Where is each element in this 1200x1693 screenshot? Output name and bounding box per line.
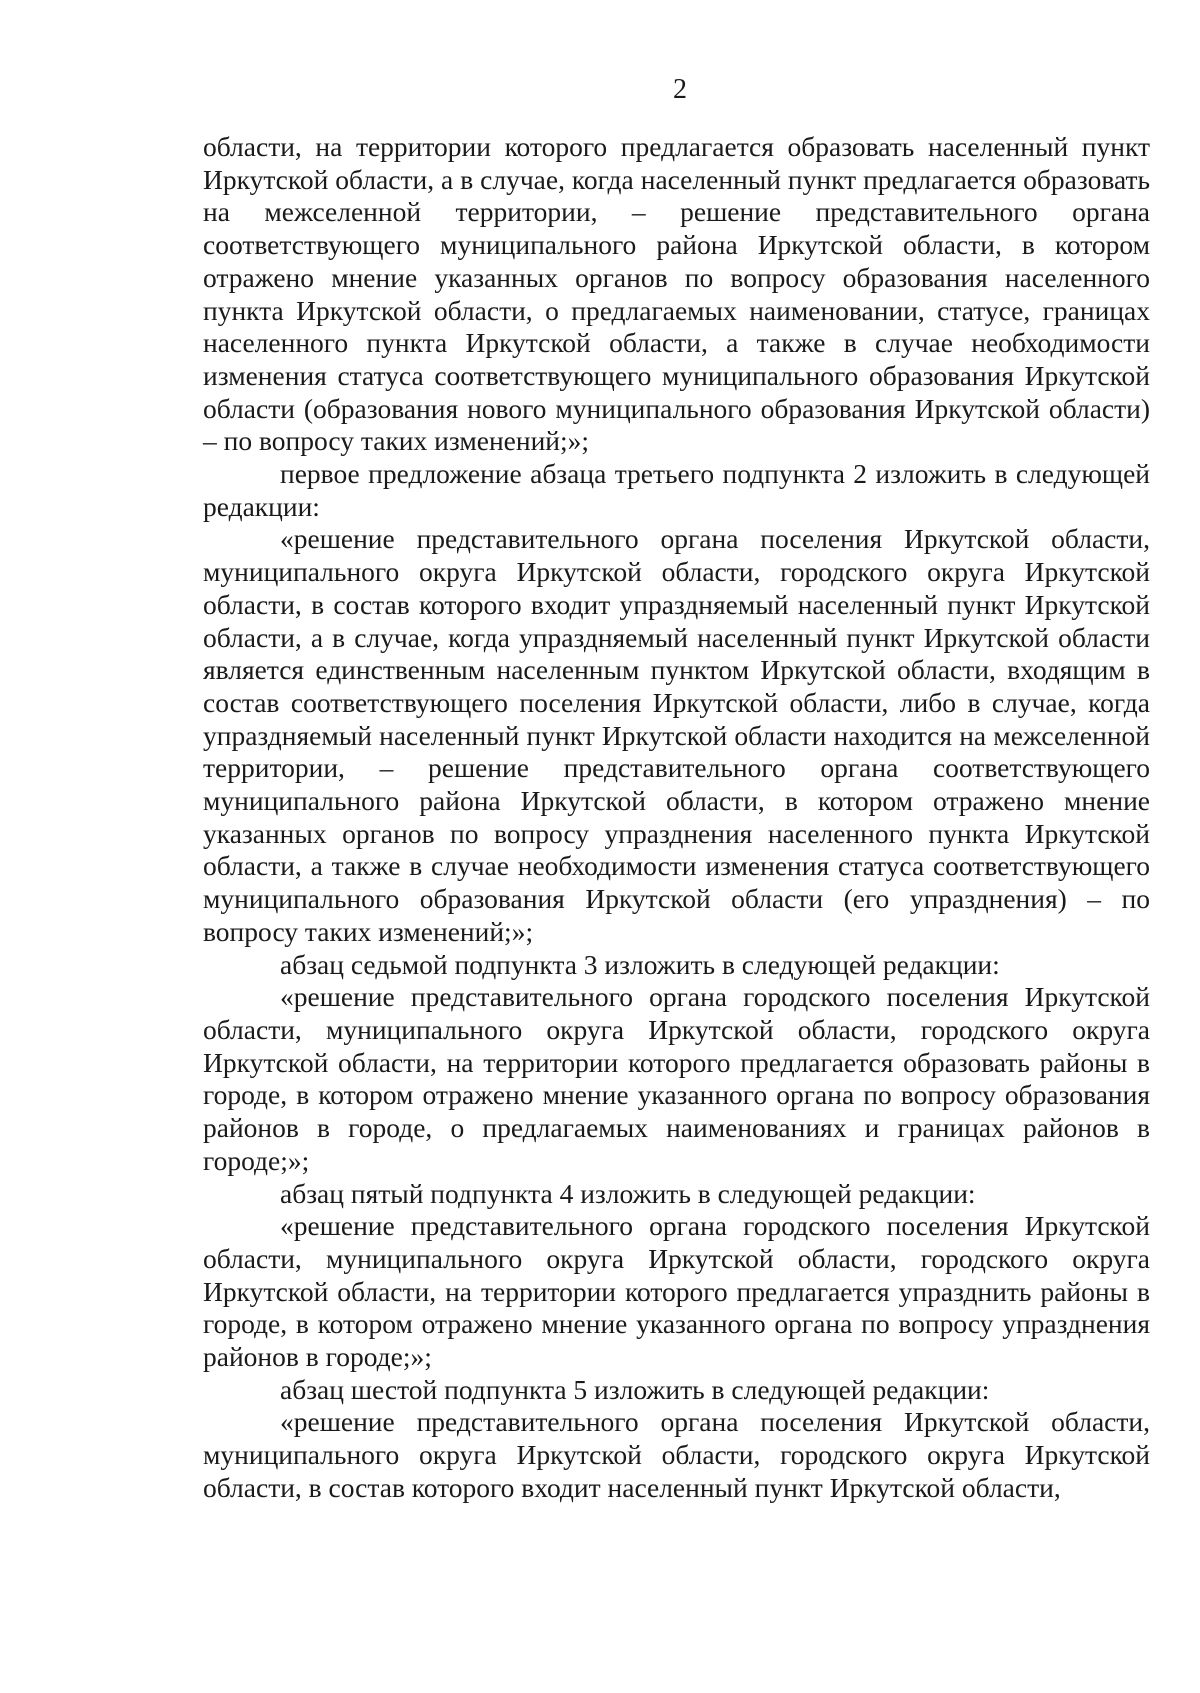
paragraph-instruction-subitem-2: первое предложение абзаца третьего подпункта 2 изложить в следующей редакции: [203, 458, 1150, 522]
page-number: 2 [673, 74, 687, 105]
paragraph-continuation: области, на территории которого предлагается образовать населенный пункт Иркутской области, а в случае, когда населенный пункт предлагается образовать на межселенной территории, – решение представительного органа соответствующего муниципального района Иркутской области, в котором отражено мнение указанных органов по вопросу образования населенного пункта Иркутской области, о предлагаемых наименовании, статусе, границах населенного пункта Иркутской области, а также в случае необходимости изменения статуса соответствующего муниципального образования Иркутской области (образования нового муниципального образования Иркутской области) – по вопросу таких изменений;»; [203, 131, 1150, 457]
document-body [203, 131, 1150, 1505]
paragraph-quote-subitem-3: «решение представительного органа городского поселения Иркутской области, муниципального округа Иркутской области, городского округа Иркутской области, на территории которого предлагается образовать районы в городе, в котором отражено мнение указанного органа по вопросу образования районов в городе, о предлагаемых наименованиях и границах районов в городе;»; [203, 981, 1150, 1176]
paragraph-quote-subitem-4: «решение представительного органа городского поселения Иркутской области, муниципального округа Иркутской области, городского округа Иркутской области, на территории которого предлагается упразднить районы в городе, в котором отражено мнение указанного органа по вопросу упразднения районов в городе;»; [203, 1210, 1150, 1373]
paragraph-instruction-subitem-3: абзац седьмой подпункта 3 изложить в следующей редакции: [280, 948, 1000, 980]
paragraph-quote-subitem-5: «решение представительного органа поселения Иркутской области, муниципального округа Иркутской области, городского округа Иркутской области, в состав которого входит населенный пункт Иркутской области, [203, 1406, 1150, 1503]
paragraph-instruction-subitem-5: абзац шестой подпункта 5 изложить в следующей редакции: [280, 1373, 990, 1405]
paragraph-quote-subitem-2: «решение представительного органа поселения Иркутской области, муниципального округа Иркутской области, городского округа Иркутской области, в состав которого входит упраздняемый населенный пункт Иркутской области, а в случае, когда упраздняемый населенный пункт Иркутской области является единственным населенным пунктом Иркутской области, входящим в состав соответствующего поселения Иркутской области, либо в случае, когда упраздняемый населенный пункт Иркутской области находится на межселенной территории, – решение представительного органа соответствующего муниципального района Иркутской области, в котором отражено мнение указанных органов по вопросу упразднения населенного пункта Иркутской области, а также в случае необходимости изменения статуса соответствующего муниципального образования Иркутской области (его упразднения) – по вопросу таких изменений;»; [203, 523, 1150, 947]
paragraph-instruction-subitem-4: абзац пятый подпункта 4 изложить в следующей редакции: [280, 1177, 976, 1209]
